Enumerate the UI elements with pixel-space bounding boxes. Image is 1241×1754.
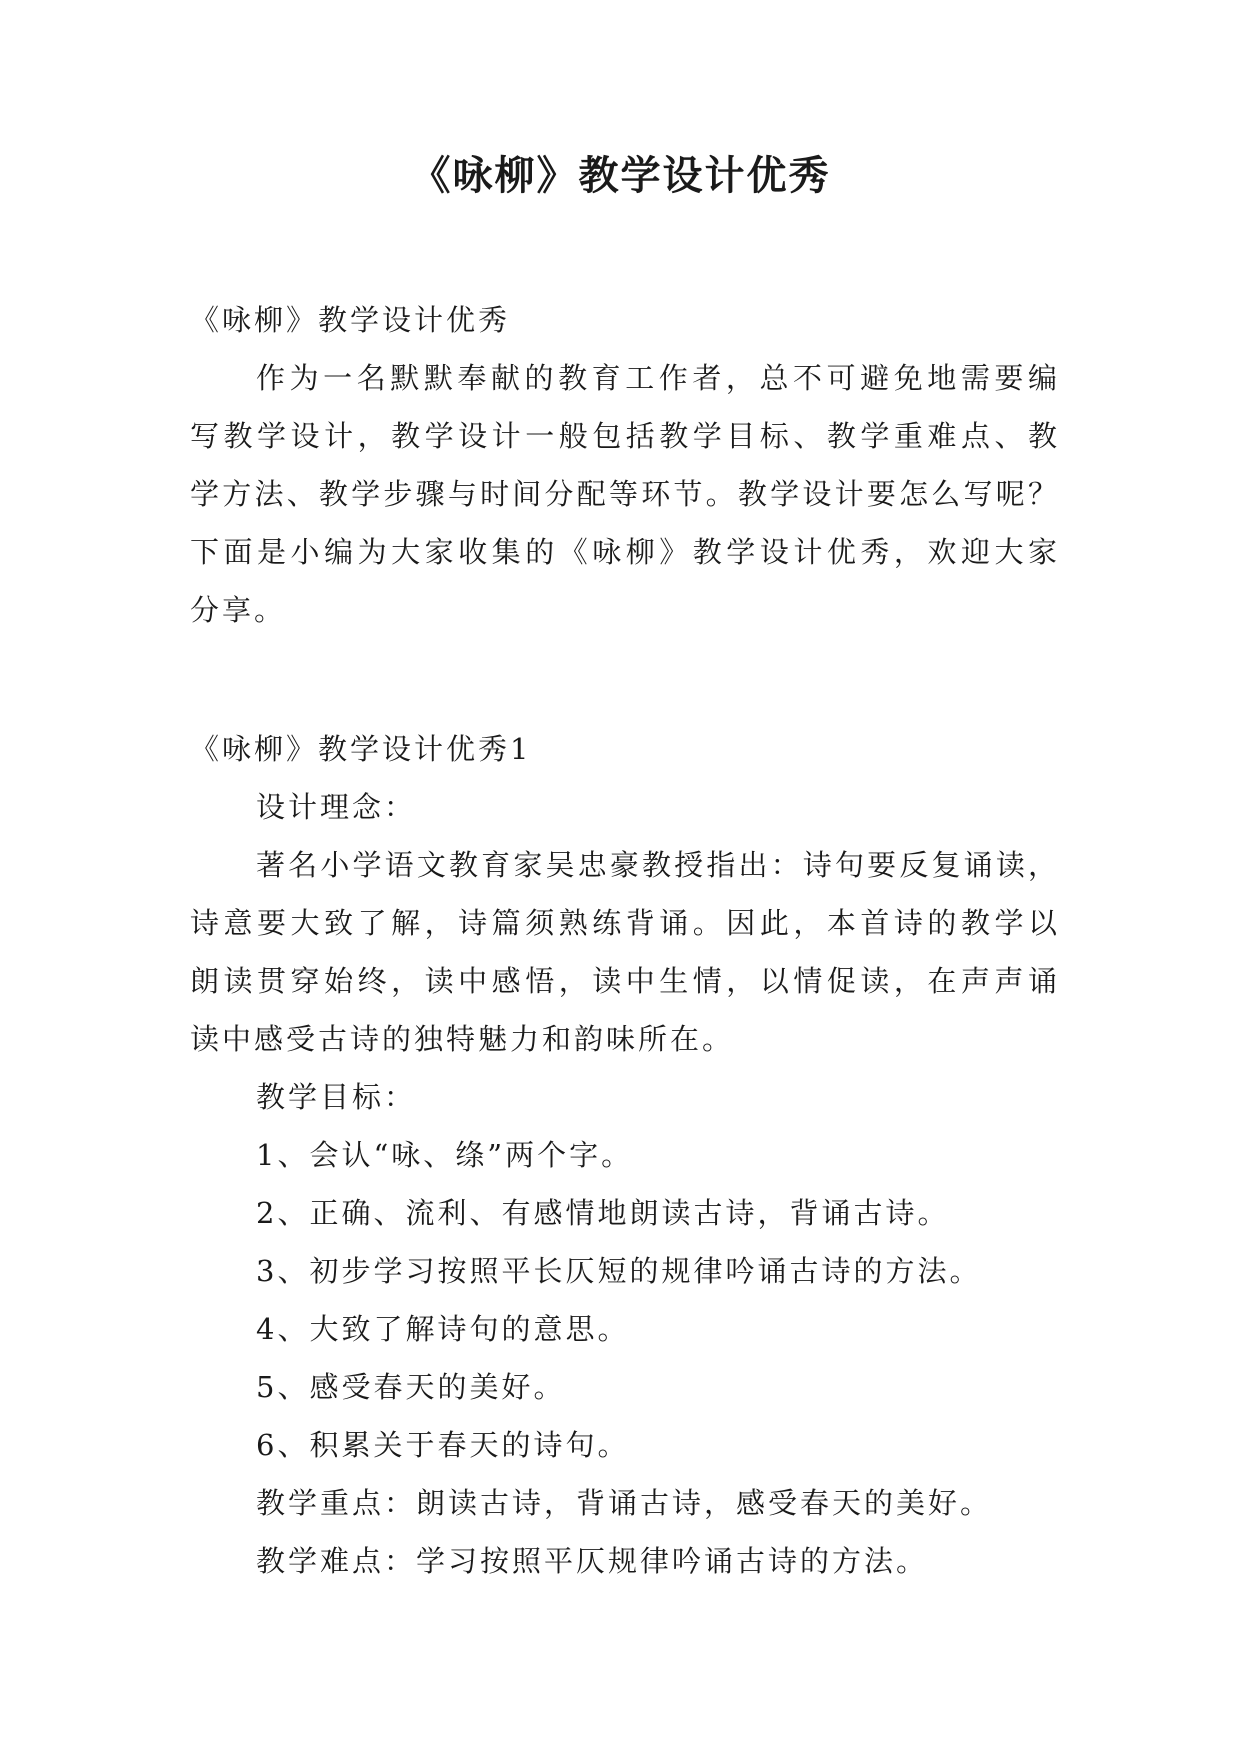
document-subtitle: 《咏柳》教学设计优秀 <box>190 303 511 337</box>
objective-item: 1、会认“咏、绦”两个字。 <box>256 1138 634 1172</box>
objective-item: 5、感受春天的美好。 <box>256 1370 566 1404</box>
design-concept-label: 设计理念： <box>256 790 417 824</box>
objective-item: 4、大致了解诗句的意思。 <box>256 1312 630 1346</box>
document-body <box>190 291 1060 1590</box>
design-concept-line-1: 著名小学语文教育家吴忠豪教授指出：诗句要反复诵读， <box>256 848 1060 882</box>
difficult-point: 教学难点：学习按照平仄规律吟诵古诗的方法。 <box>256 1544 929 1578</box>
objective-item: 6、积累关于春天的诗句。 <box>256 1428 630 1462</box>
design-concept-line-2: 诗意要大致了解，诗篇须熟练背诵。因此，本首诗的教学以 <box>190 906 1060 940</box>
objective-item: 3、初步学习按照平长仄短的规律吟诵古诗的方法。 <box>256 1254 982 1288</box>
intro-line-5: 分享。 <box>190 593 287 627</box>
intro-line-3: 学方法、教学步骤与时间分配等环节。教学设计要怎么写呢？ <box>190 477 1060 511</box>
design-concept-line-4: 读中感受古诗的独特魅力和韵味所在。 <box>190 1022 735 1056</box>
paragraph-gap <box>190 639 1060 697</box>
objectives-label: 教学目标： <box>256 1080 417 1114</box>
section-title: 《咏柳》教学设计优秀1 <box>190 732 532 766</box>
intro-line-4: 下面是小编为大家收集的《咏柳》教学设计优秀，欢迎大家 <box>190 535 1060 569</box>
intro-line-2: 写教学设计，教学设计一般包括教学目标、教学重难点、教 <box>190 419 1060 453</box>
key-point: 教学重点：朗读古诗，背诵古诗，感受春天的美好。 <box>256 1486 993 1520</box>
document-title: 《咏柳》教学设计优秀 <box>410 152 831 199</box>
paragraph-gap-small <box>190 697 1060 720</box>
design-concept-line-3: 朗读贯穿始终，读中感悟，读中生情，以情促读，在声声诵 <box>190 964 1060 998</box>
objective-item: 2、正确、流利、有感情地朗读古诗，背诵古诗。 <box>256 1196 950 1230</box>
intro-line-1: 作为一名默默奉献的教育工作者，总不可避免地需要编 <box>256 361 1060 395</box>
